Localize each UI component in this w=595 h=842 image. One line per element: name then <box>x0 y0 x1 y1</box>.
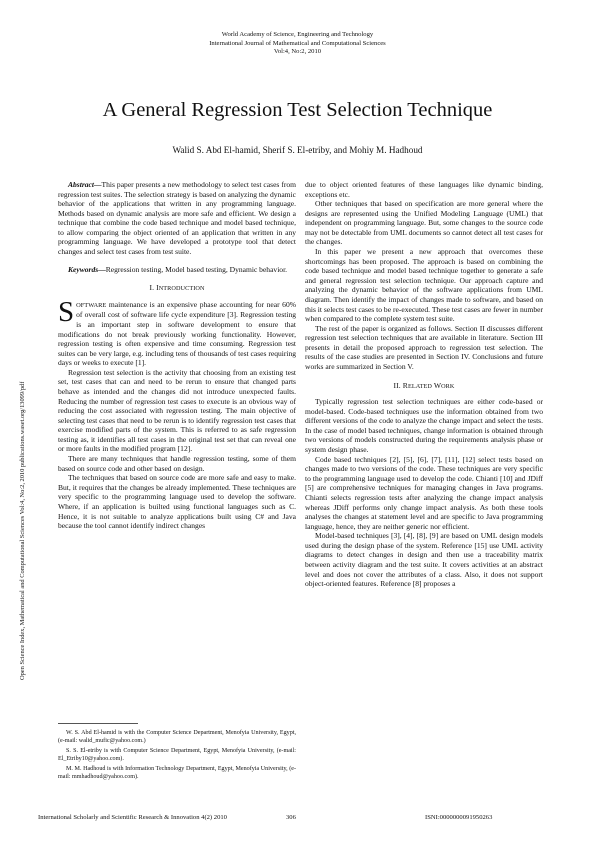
author-footnotes <box>58 729 296 784</box>
journal-header <box>0 31 595 57</box>
keywords <box>58 265 296 275</box>
intro-paragraph-2: Regression test selection is the activity that choosing from an existing test set, test cases that can and need to be rerun to ensure that changed parts behave as intended and the changes did not introduce unexpected faults. Reducing the number of regression test cases to execute is an obvious way of reducing the cost associated with regression testing. The main objective of selecting test cases that need to be rerun is to identify regression test cases that exercise modified parts of the system. This is referred to as safe regression testing as, it identifies all test cases in the original test set that can reveal one or more faults in the modified program [12]. <box>58 367 296 454</box>
footer-publisher: International Scholarly and Scientific Research & Innovation 4(2) 2010 <box>38 814 227 821</box>
abstract-label: Abstract— <box>68 180 102 189</box>
paragraph-specification: Other techniques that based on specification are more general where the designs are represented using the Unified Modeling Language (UML) that independent on programming language. But, some changes to the source code may not be detectable from UML documents so cannot detect all test cases for the changes. <box>305 199 543 247</box>
section-heading-rest: ELATED <box>407 382 432 390</box>
section-number: II. <box>393 380 401 390</box>
header-volume: Vol:4, No:2, 2010 <box>273 48 322 56</box>
section-heading-initial: R <box>402 380 408 390</box>
section-number: I. <box>149 283 155 293</box>
paper-title: A General Regression Test Selection Technique <box>102 99 493 121</box>
section-heading-initial: I <box>156 283 159 293</box>
keywords-text: Regression testing, Model based testing, Dynamic behavior. <box>105 264 288 274</box>
section-heading-related-work <box>305 381 543 392</box>
footnote-2: S. S. El-etriby is with Computer Science Department, Egypt, Menofyia University, (e-mail: El_Etriby10@yahoo.com). <box>58 748 296 763</box>
side-index-link[interactable]: Open Science Index, Mathematical and Computational Sciences Vol:4, No:2, 2010 publications.waset.org/13099/pdf <box>19 381 26 680</box>
right-column <box>305 180 543 589</box>
keywords-label: Keywords— <box>68 264 106 274</box>
header-organization: World Academy of Science, Engineering and Technology <box>221 31 374 38</box>
related-paragraph-1: Typically regression test selection techniques are either code-based or model-based. Code-based techniques use the information obtained from two different versions of the code to analyze the change impact and select the tests. In the case of model based techniques, change information is obtained through two versions of models constructed during the requirements analysis phase or system design phase. <box>305 397 543 455</box>
left-column <box>58 180 296 531</box>
drop-cap: S <box>58 295 75 328</box>
footnote-3: M. M. Hadhoud is with Information Technology Department, Egypt, Menofyia University, (e-mail: mmhadhoud@yahoo.com). <box>58 766 296 781</box>
footnote-1: W. S. Abd El-hamid is with the Computer Science Department, Menofyia University, Egypt, (e-mail: walid_mufic@yahoo.com.) <box>58 730 296 745</box>
related-paragraph-2: Code based techniques [2], [5], [6], [7], [11], [12] select tests based on changes made to two versions of the code. These techniques are very specific to the programming language used to develop the code. Chianti [10] and JDiff [5] are comprehensive techniques for managing changes in Java programs. Chianti selects regression tests after analyzing the change impact analysis whereas JDiff performs only change impact analysis. As both these tools analyses the changes at statement level and are specific to Java programming language, hence, they are neither generic nor efficient. <box>305 454 543 531</box>
abstract <box>58 180 296 257</box>
paragraph-organization: The rest of the paper is organized as follows. Section II discusses different regression test selection techniques that are available in literature. Section III presents in detail the proposed approach to regression test selection. The results of the case studies are presented in Section IV. Conclusions and future works are summarized in Section V. <box>305 323 543 371</box>
section-heading-rest: NTRODUCTION <box>158 285 205 293</box>
footer-isni: ISNI:0000000091950263 <box>425 814 493 821</box>
paragraph-text: maintenance is an expensive phase accounting for near 60% of overall cost of software life cycle expenditure [3]. Regression testing is an important step in software development to ensure that modifications do not break previously working functionality. However, regression testing is often expensive and time consuming. Regression test suites can be very large, e.g. including tens of thousands of test cases requiring days or weeks to execute [1]. <box>58 299 296 368</box>
intro-paragraph-4: The techniques that based on source code are more safe and easy to make. But, it requires that the changes be already implemented. These techniques are very specific to the programming language used to develop the software. Where, if an application is builted using functional languages such as C. Hence, it is not suitable to analyze applications built using C# and Java because the tool cannot identify indirect changes <box>58 473 296 531</box>
smallcaps-word: OFTWARE <box>76 301 107 309</box>
section-heading-introduction <box>58 283 296 294</box>
intro-paragraph-3: There are many techniques that handle regression testing, some of them based on source code and other based on design. <box>58 454 296 473</box>
related-paragraph-3: Model-based techniques [3], [4], [8], [9] are based on UML design models used during the design phase of the system. Reference [15] use UML activity diagrams to detect changes in design and then use a traceability matrix between activity diagram and the test suite. It covers activities at an abstract level and does not cover the attributes of a class. Also, it does not support object-oriented features. Reference [8] proposes a <box>305 531 543 589</box>
author-list: Walid S. Abd El-hamid, Sherif S. El-etriby, and Mohiy M. Hadhoud <box>172 145 423 155</box>
section-heading-initial: W <box>433 380 442 390</box>
paragraph-approach: In this paper we present a new approach that overcomes these shortcomings has been proposed. The approach is based on combining the code based technique and model based technique together to generate a safe and general regression test selection technique. Our approach capture and analyzing the dynamic behavior of the software applications from UML diagram. Then identify the impact of changes made to software, and based on this it selects test cases to be re-executed. These test cases are fewer in number when compared to the complete system test suite. <box>305 247 543 324</box>
intro-paragraph-1 <box>58 295 296 368</box>
section-heading-rest: ORK <box>441 382 455 390</box>
header-journal: International Journal of Mathematical and Computational Sciences <box>209 39 386 47</box>
page-number: 306 <box>286 814 296 821</box>
paragraph-continued: due to object oriented features of these languages like dynamic binding, exceptions etc. <box>305 180 543 199</box>
abstract-text: This paper presents a new methodology to select test cases from regression test suites. The selection strategy is based on analyzing the dynamic behavior of the applications that written in any programming language. Methods based on dynamic analysis are more safe and efficient. We design a technique that combine the code based technique and model based technique, to allow comparing the object oriented of an application that written in any programming language. We have developed a prototype tool that detect changes and select test cases from test suite. <box>58 180 296 257</box>
footnote-rule <box>58 723 138 724</box>
